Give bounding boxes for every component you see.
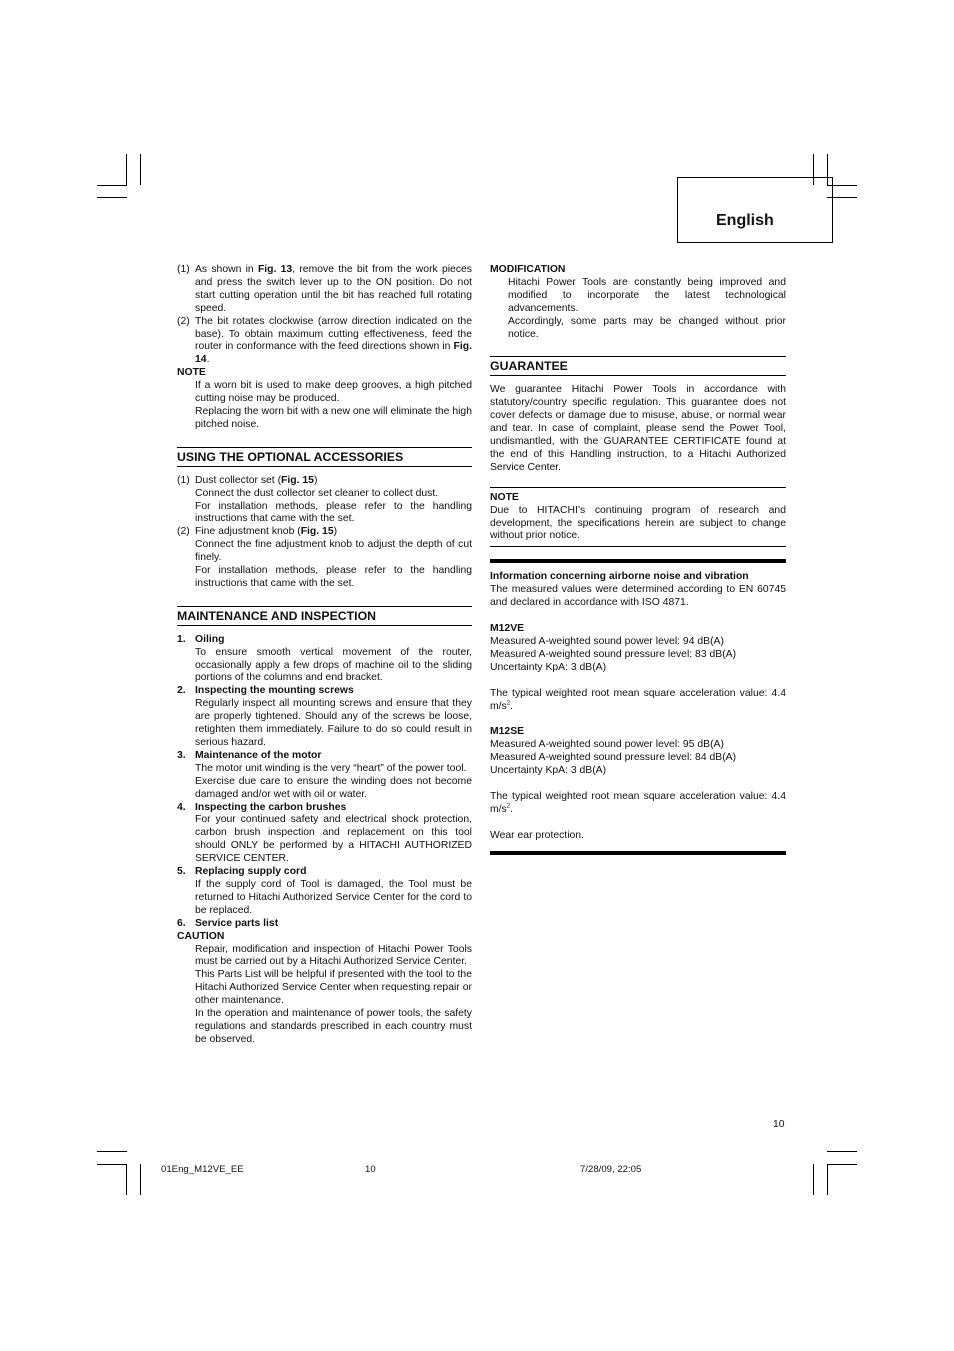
left-column [177, 264, 472, 1047]
sound-pressure-level: Measured A-weighted sound pressure level: 84 dB(A) [490, 752, 737, 764]
note-heading: NOTE [177, 367, 206, 379]
accessory-dust-collector: (1) Dust collector set (Fig. 15) Connect the dust collector set cleaner to collect dust. For installation methods, please refer to the handling instructions that came with the set. [177, 474, 472, 525]
noise-text: The measured values were determined according to EN 60745 and declared in accordance with ISO 4871. [490, 584, 786, 609]
sound-power-level: Measured A-weighted sound power level: 94 dB(A) [490, 635, 724, 647]
section-heading-accessories: USING THE OPTIONAL ACCESSORIES [177, 447, 472, 467]
language-label: English [716, 212, 774, 229]
guarantee-text: We guarantee Hitachi Power Tools in accordance with statutory/country specific regulation. This guarantee does not cover defects or damage due to misuse, abuse, or normal wear and tear. In case of complaint, please send the Power Tool, undismantled, with the GUARANTEE CERTIFICATE found at the end of this Handling instruction, to a Hitachi Authorized Service Center. [490, 384, 786, 473]
crop-mark [827, 1164, 828, 1195]
note-text: If a worn bit is used to make deep grooves, a high pitched cutting noise may be produced. [195, 380, 472, 405]
crop-mark [140, 154, 141, 185]
note-heading: NOTE [490, 491, 519, 503]
crop-mark [827, 1164, 857, 1165]
modification-text: Hitachi Power Tools are constantly being improved and modified to incorporate the latest technological advancements. [508, 276, 786, 314]
crop-mark [126, 1164, 127, 1195]
page-number: 10 [773, 1119, 785, 1130]
noise-heading: Information concerning airborne noise and vibration [490, 571, 749, 583]
maintenance-item: 1. Oiling To ensure smooth vertical movement of the router, occasionally apply a few drops of machine oil to the sliding portions of the columns and end bracket. [177, 633, 472, 684]
crop-mark [97, 1164, 127, 1165]
modification-text: Accordingly, some parts may be changed without prior notice. [508, 315, 786, 340]
caution-heading: CAUTION [177, 930, 225, 942]
crop-mark [97, 197, 127, 198]
crop-mark [97, 185, 127, 186]
uncertainty: Uncertainty KpA: 3 dB(A) [490, 661, 607, 673]
crop-mark [827, 1151, 857, 1152]
modification-heading: MODIFICATION [490, 264, 566, 275]
operation-step-2: (2) The bit rotates clockwise (arrow direction indicated on the base). To obtain maximum cutting effectiveness, feed the router in conformance with the feed directions shown in Fig. 14. [177, 315, 472, 366]
footer-page: 10 [365, 1164, 376, 1175]
footer-filename: 01Eng_M12VE_EE [161, 1164, 244, 1175]
footer-date: 7/28/09, 22:05 [580, 1164, 642, 1175]
maintenance-item: 5. Replacing supply cord If the supply cord of Tool is damaged, the Tool must be returned to Hitachi Authorized Service Center for the cord to be replaced. [177, 866, 472, 916]
vibration-value: The typical weighted root mean square acceleration value: 4.4 $m/s^2$. [490, 687, 786, 712]
section-heading-maintenance: MAINTENANCE AND INSPECTION [177, 606, 472, 626]
crop-mark [97, 1151, 127, 1152]
language-tab [677, 177, 833, 243]
model-heading-m12se: M12SE [490, 726, 525, 738]
note-text: Replacing the worn bit with a new one will eliminate the high pitched noise. [195, 405, 472, 430]
maintenance-item: 6. Service parts list [177, 917, 279, 929]
maintenance-item: 2. Inspecting the mounting screws Regularly inspect all mounting screws and ensure that they are properly tightened. Should any of the screws be loose, retighten them immediately. Failure to do so could result in serious hazard. [177, 685, 472, 748]
crop-mark [126, 154, 127, 185]
operation-step-1: (1) As shown in Fig. 13, remove the bit from the work pieces and press the switch lever up to the ON position. Do not start cutting operation until the bit has reached full rotating speed. [177, 264, 472, 314]
sound-power-level: Measured A-weighted sound power level: 95 dB(A) [490, 739, 724, 751]
uncertainty: Uncertainty KpA: 3 dB(A) [490, 765, 607, 777]
crop-mark [140, 1164, 141, 1195]
right-column [490, 264, 786, 855]
section-heading-guarantee: GUARANTEE [490, 356, 786, 376]
note-text: Due to HITACHI’s continuing program of research and development, the specifications herein are subject to change without prior notice. [490, 504, 786, 542]
crop-mark [813, 1164, 814, 1195]
maintenance-item: 3. Maintenance of the motor The motor unit winding is the very “heart” of the power tool. Exercise due care to ensure the winding does not become damaged and/or wet with oil or water. [177, 749, 472, 800]
sound-pressure-level: Measured A-weighted sound pressure level: 83 dB(A) [490, 648, 737, 660]
caution-text: Repair, modification and inspection of Hitachi Power Tools must be carried out by a Hitachi Authorized Service Center. [195, 943, 472, 968]
model-heading-m12ve: M12VE [490, 623, 525, 635]
caution-text: This Parts List will be helpful if presented with the tool to the Hitachi Authorized Service Center when requesting repair or other maintenance. [195, 969, 472, 1007]
accessory-fine-adjustment: (2) Fine adjustment knob (Fig. 15) Connect the fine adjustment knob to adjust the depth of cut finely. For installation methods, please refer to the handling instructions that came with the set. [177, 526, 472, 589]
ear-protection-text: Wear ear protection. [490, 829, 584, 841]
vibration-value: The typical weighted root mean square acceleration value: 4.4 $m/s^2$. [490, 791, 786, 815]
maintenance-item: 4. Inspecting the carbon brushes For your continued safety and electrical shock protection, carbon brush inspection and replacement on this tool should ONLY be performed by a HITACHI AUTHORIZED SERVICE CENTER. [177, 801, 472, 865]
caution-text: In the operation and maintenance of power tools, the safety regulations and standards prescribed in each country must be observed. [195, 1008, 472, 1045]
thick-divider [490, 851, 786, 855]
